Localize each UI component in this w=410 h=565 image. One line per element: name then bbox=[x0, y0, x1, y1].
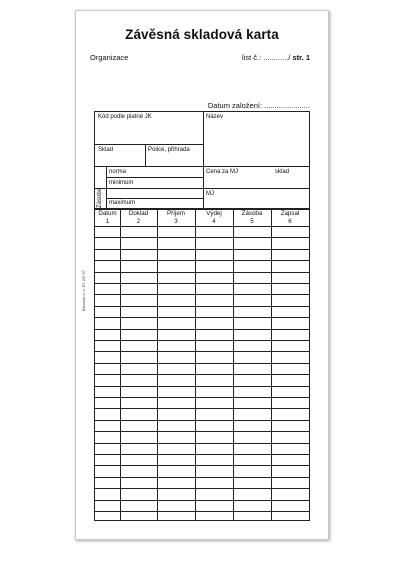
column-header: Datum bbox=[98, 210, 117, 217]
column-number: 2 bbox=[136, 218, 141, 225]
zasoba-vertical-label: Zásoba bbox=[97, 187, 103, 208]
table-row-divider bbox=[95, 237, 309, 238]
transaction-table bbox=[94, 209, 310, 521]
cena-label: Cena za MJ bbox=[206, 169, 239, 175]
table-row-divider bbox=[95, 431, 309, 432]
column-number: 3 bbox=[174, 218, 178, 225]
table-row-divider bbox=[95, 420, 309, 421]
kod-label: Kód podle platné JK bbox=[98, 114, 152, 120]
column-number: 6 bbox=[288, 218, 292, 225]
minimum-label: minimum bbox=[109, 180, 134, 186]
column-number: 1 bbox=[105, 218, 110, 225]
table-row-divider bbox=[95, 283, 309, 284]
table-row-divider bbox=[95, 454, 309, 455]
table-row-divider bbox=[95, 294, 309, 295]
table-row-divider bbox=[95, 397, 309, 398]
page-title: Závěsná skladová karta bbox=[125, 27, 279, 42]
table-row-divider bbox=[95, 272, 309, 273]
maximum-label: maximum bbox=[109, 200, 136, 206]
column-header: Příjem bbox=[167, 210, 185, 217]
nazev-label: Název bbox=[206, 114, 224, 120]
table-row-divider bbox=[95, 260, 309, 261]
table-row-divider bbox=[95, 511, 309, 512]
table-row-divider bbox=[95, 340, 309, 341]
table-row-divider bbox=[95, 443, 309, 444]
police-label: Police, přihrada bbox=[148, 147, 190, 153]
column-header: Výdej bbox=[206, 210, 222, 217]
column-header: Zásoba bbox=[241, 210, 263, 217]
table-row-divider bbox=[95, 249, 309, 250]
organization-label: Organizace bbox=[90, 53, 129, 62]
date-created-label: Datum založení: ...................... bbox=[207, 101, 310, 110]
table-column-divider bbox=[195, 210, 196, 520]
table-column-divider bbox=[157, 210, 158, 520]
column-number: 5 bbox=[250, 218, 254, 225]
table-column-divider bbox=[120, 210, 121, 520]
table-row-divider bbox=[95, 351, 309, 352]
table-column-divider bbox=[233, 210, 234, 520]
table-row-divider bbox=[95, 226, 309, 227]
table-row-divider bbox=[95, 386, 309, 387]
column-header: Zapsal bbox=[280, 210, 300, 217]
page-label: str. 1 bbox=[292, 53, 310, 62]
table-row-divider bbox=[95, 465, 309, 466]
table-row-divider bbox=[95, 477, 309, 478]
column-number: 4 bbox=[212, 218, 216, 225]
table-row-divider bbox=[95, 374, 309, 375]
column-header: Doklad bbox=[128, 210, 149, 217]
sklad-label: Sklad bbox=[98, 147, 114, 153]
norma-label: norma bbox=[109, 169, 127, 175]
sklad-right-label: sklad bbox=[275, 169, 290, 175]
list-label: list č.: ............/ bbox=[242, 53, 291, 62]
table-row-divider bbox=[95, 363, 309, 364]
table-row-divider bbox=[95, 317, 309, 318]
table-row-divider bbox=[95, 329, 309, 330]
header-block bbox=[94, 111, 310, 209]
table-row-divider bbox=[95, 408, 309, 409]
stock-card-sheet bbox=[75, 10, 329, 540]
table-row-divider bbox=[95, 306, 309, 307]
mj-label: MJ bbox=[206, 191, 214, 197]
side-print-code: Baloušek s.r.o. ET 160 TČ bbox=[82, 270, 86, 311]
table-row-divider bbox=[95, 488, 309, 489]
list-number-label bbox=[242, 53, 310, 62]
table-row-divider bbox=[95, 500, 309, 501]
table-column-divider bbox=[271, 210, 272, 520]
